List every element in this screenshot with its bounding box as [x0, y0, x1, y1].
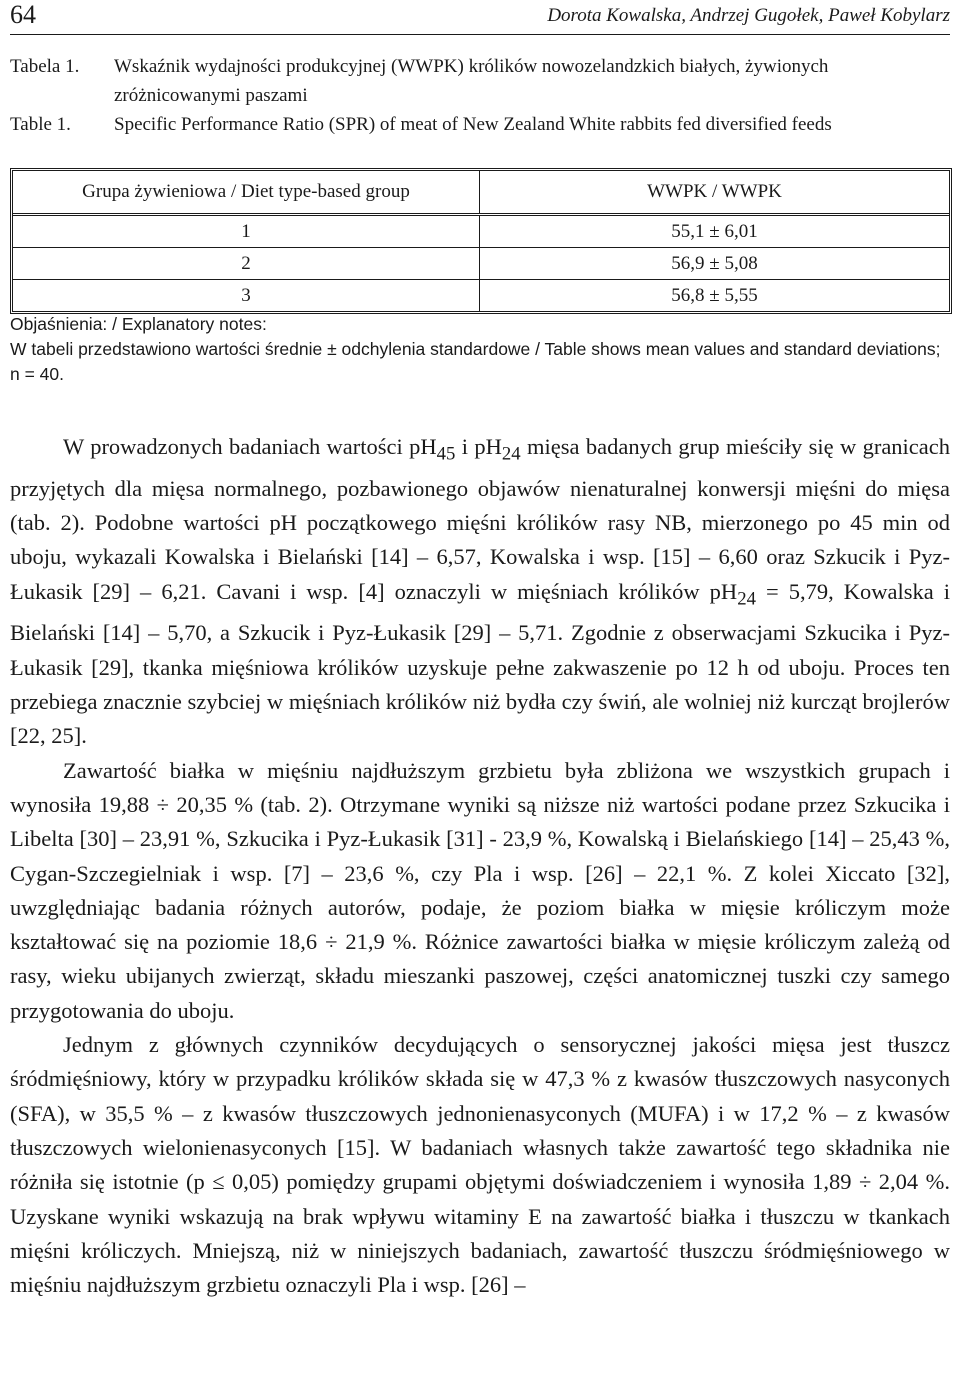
data-table: [10, 168, 952, 314]
table-notes: [10, 312, 950, 387]
notes-heading: Objaśnienia: / Explanatory notes:: [10, 314, 267, 334]
table-cell-group: 1: [13, 216, 480, 247]
paragraph-1: [10, 430, 950, 754]
caption-text-polish: Wskaźnik wydajności produkcyjnej (WWPK) królików nowozelandzkich białych, żywionych zróżnicowanymi paszami: [114, 56, 829, 106]
page-header: [10, 0, 950, 34]
caption-text-english: Specific Performance Ratio (SPR) of meat of New Zealand White rabbits fed diversified feeds: [114, 114, 832, 135]
table-header-spr: WWPK / WWPK: [647, 181, 782, 202]
table-cell-spr: 56,8 ± 5,55: [671, 284, 758, 306]
paragraph-1-part: W prowadzonych badaniach wartości pH: [63, 434, 437, 459]
table-row: [13, 280, 949, 311]
table-caption: [10, 52, 952, 139]
subscript-ph24: 24: [501, 443, 521, 465]
table-row: [13, 216, 949, 248]
paragraph-2: Zawartość białka w mięśniu najdłuższym grzbietu była zbliżona we wszystkich grupach i wynosiła 19,88 ÷ 20,35 % (tab. 2). Otrzymane wyniki są niższe niż wartości podane przez Szkucika i Libelta [30] – 23,91 %, Szkucika i Pyz-Łukasik [31] - 23,9 %, Kowalską i Bielańskiego [14] – 25,43 %, Cygan-Szczegielniak i wsp. [7] – 23,6 %, czy Pla i wsp. [26] – 22,1 %. Z kolei Xiccato [32], uwzględniając badania różnych autorów, podaje, że poziom białka w mięsie króliczym może kształtować się na poziomie 18,6 ÷ 21,9 %. Różnice zawartości białka w mięsie króliczym zależą od rasy, wieku ubijanych zwierząt, składu mieszanki paszowej, części anatomicznej tuszki czy samego przygotowania do uboju.: [10, 757, 950, 1023]
paragraph-3: Jednym z głównych czynników decydujących o sensorycznej jakości mięsa jest tłuszcz śródmięśniowy, który w przypadku królików składa się w 47,3 % z kwasów tłuszczowych nasyconych (SFA), w 35,5 % – z kwasów tłuszczowych jednonienasyconych (MUFA) i w 17,2 % – z kwasów tłuszczowych wielonienasyconych [15]. W badaniach własnych także zawartość tego składnika nie różniła się istotnie (p ≤ 0,05) pomiędzy grupami objętymi doświadczeniem i wynosiła 1,89 ÷ 2,04 %. Uzyskane wyniki wskazują na brak wpływu witaminy E na zawartość białka i tłuszczu w tkankach mięśni króliczych. Mniejszą, niż w niniejszych badaniach, zawartość tłuszczu śródmięśniowego w mięśniu najdłuższym grzbietu oznaczyli Pla i wsp. [26] –: [10, 1032, 950, 1298]
body-text: [10, 430, 950, 1302]
running-head: Dorota Kowalska, Andrzej Gugołek, Paweł Kobylarz: [547, 5, 950, 26]
table-header-diet-group: Grupa żywieniowa / Diet type-based group: [13, 171, 480, 213]
table-header-row: [13, 171, 949, 216]
caption-label-polish: Tabela 1.: [10, 56, 80, 77]
table-cell-group: 3: [13, 280, 480, 311]
table-cell-group: 2: [13, 248, 480, 279]
subscript-ph45: 45: [436, 443, 456, 465]
subscript-ph24: 24: [737, 588, 756, 610]
caption-polish: [10, 52, 952, 110]
caption-label-english: Table 1.: [10, 114, 71, 135]
paragraph-1-part: i pH: [455, 434, 502, 459]
table-row: [13, 248, 949, 280]
page-number: 64: [10, 0, 36, 29]
paragraph-1-part: mięsa badanych grup mieściły się w granicach przyjętych dla mięsa normalnego, pozbawionego objawów nienaturalnej konwersji mięśni do mięsa (tab. 2). Podobne wartości pH początkowego mięśni królików rasy NB, mierzonego po 45 min od uboju, wykazali Kowalska i Bielański [14] – 6,57, Kowalska i wsp. [15] – 6,60 oraz Szkucik i Pyz-Łukasik [29] – 6,21. Cavani i wsp. [4] oznaczyli w mięśniach królików pH: [10, 434, 951, 604]
caption-english: [10, 110, 952, 139]
table-cell-spr: 56,9 ± 5,08: [671, 252, 758, 274]
table-cell-spr: 55,1 ± 6,01: [671, 220, 758, 242]
notes-text: W tabeli przedstawiono wartości średnie ± odchylenia standardowe / Table shows mean values and standard deviations; n = 40.: [10, 339, 941, 384]
header-rule: [10, 34, 950, 35]
paragraph-1-part: = 5,79, Kowalska i Bielański [14] – 5,70, a Szkucik i Pyz-Łukasik [29] – 5,71. Zgodnie z obserwacjami Szkucika i Pyz-Łukasik [29], tkanka mięśniowa królików uzyskuje pełne zakwaszenie po 12 h od uboju. Proces ten przebiega znacznie szybciej w mięśniach królików niż bydła czy świń, ale wolniej niż kurcząt brojlerów [22, 25].: [10, 578, 951, 749]
